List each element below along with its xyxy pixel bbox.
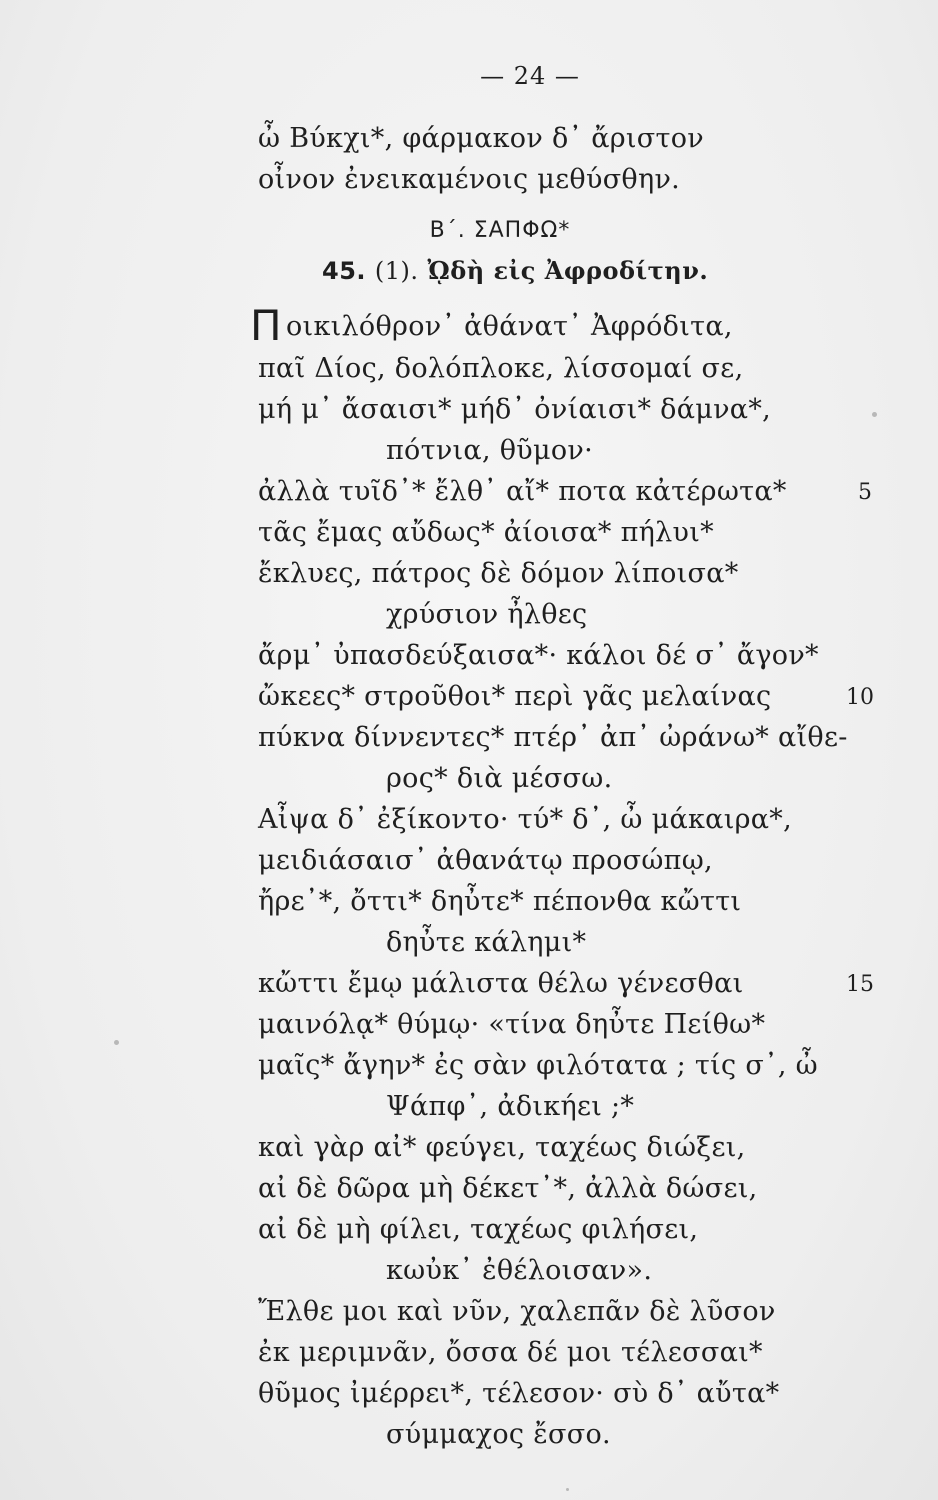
verse-line: κὤττι ἔμῳ μάλιστα θέλω γένεσθαι [258,968,744,999]
verse-line: πότνια, θῦμον· [386,435,594,466]
verse-line: ἔκλυες, πάτρος δὲ δόμον λίποισα* [258,558,739,589]
verse-line: Ψάπφ᾽, ἀδικήει ;* [386,1091,635,1122]
verse-line: σύμμαχος ἔσσο. [386,1419,611,1450]
verse-line: κωὐκ᾽ ἐθέλοισαν». [386,1255,653,1286]
verse-line: καὶ γὰρ αἰ* φεύγει, ταχέως διώξει, [258,1132,746,1163]
verse-line: δηὖτε κάλημι* [386,927,587,958]
verse-line: μή μ᾽ ἄσαισι* μήδ᾽ ὀνίαισι* δάμνα*, [258,394,772,425]
verse-line: θῦμος ἰμέρρει*, τέλεσον· σὺ δ᾽ αὔτα* [258,1378,780,1409]
page-number: — 24 — [480,62,580,90]
verse-line: αἰ δὲ δῶρα μὴ δέκετ᾽*, ἀλλὰ δώσει, [258,1173,758,1204]
line-number-marker: 5 [858,480,872,505]
poem-title [322,256,708,285]
verse-line: ὤκεες* στροῦθοι* περὶ γᾶς μελαίνας [258,681,772,712]
verse-line: τᾶς ἔμας αὔδως* ἀίοισα* πήλυι* [258,517,714,548]
verse-line: ἤρε᾽*, ὄττι* δηὖτε* πέπονθα κὤττι [258,886,742,917]
verse-line: ρος* διὰ μέσσω. [386,763,613,794]
line-number-marker: 15 [846,972,874,997]
verse-line: ὦ Βύκχι*, φάρμακον δ᾽ ἄριστον [258,123,705,154]
section-heading: Β΄. ΣΑΠΦΩ* [429,218,571,243]
poem-title-text: ᾨδὴ εἰς Ἀφροδίτην. [427,256,709,285]
verse-line: αἰ δὲ μὴ φίλει, ταχέως φιλήσει, [258,1214,699,1245]
verse-line: μαινόλᾳ* θύμῳ· «τίνα δηὖτε Πείθω* [258,1009,766,1040]
verse-line: οἶνον ἐνεικαμένοις μεθύσθην. [258,164,681,195]
verse-line: Αἶψα δ᾽ ἐξίκοντο· τύ* δ᾽, ὦ μάκαιρα*, [258,804,792,835]
poem-number: 45. [322,257,367,285]
paper-speck [872,412,877,417]
paper-speck [114,1040,119,1045]
verse-line: ἐκ μεριμνᾶν, ὄσσα δέ μοι τέλεσσαι* [258,1337,763,1368]
verse-line: οικιλόθρον᾽ ἀθάνατ᾽ Ἀφρόδιτα, [286,311,733,342]
drop-cap-initial: Π [250,301,282,350]
verse-line: ἀλλὰ τυῖδ᾽* ἔλθ᾽ αἴ* ποτα κἀτέρωτα* [258,476,787,507]
verse-line: πύκνα δίννεντες* πτέρ᾽ ἀπ᾽ ὠράνω* αἴθε- [258,722,848,753]
verse-line: μαῖς* ἄγην* ἐς σὰν φιλότατα ; τίς σ᾽, ὦ [258,1050,818,1081]
paper-speck [566,1488,569,1491]
verse-line: ἄρμ᾽ ὐπασδεύξαισα*· κάλοι δέ σ᾽ ἄγον* [258,640,819,671]
poem-reference: (1). [374,257,419,285]
line-number-marker: 10 [846,685,874,710]
verse-line: μειδιάσαισ᾽ ἀθανάτῳ προσώπῳ, [258,845,713,876]
verse-line: Ἔλθε μοι καὶ νῦν, χαλεπᾶν δὲ λῦσον [258,1296,776,1327]
verse-line: παῖ Δίος, δολόπλοκε, λίσσομαί σε, [258,353,744,384]
verse-line: χρύσιον ἦλθες [386,599,588,630]
